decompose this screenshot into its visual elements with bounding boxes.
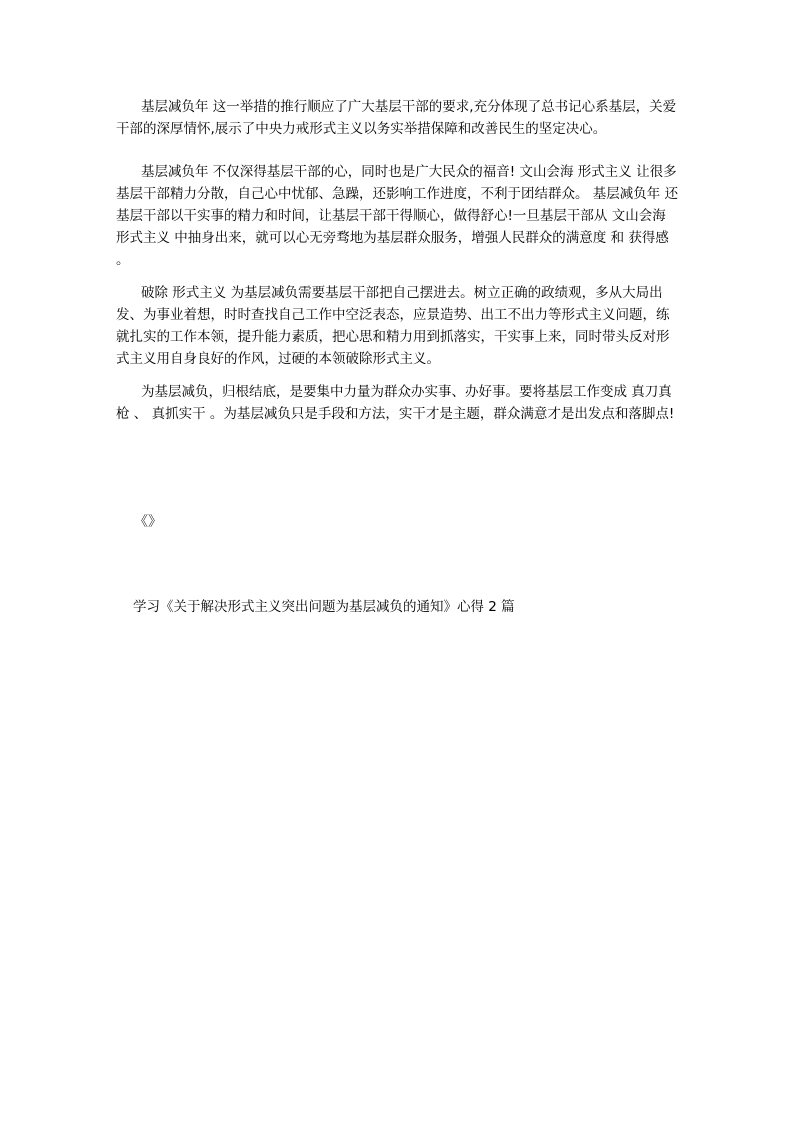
paragraph-1: 基层减负年 这一举措的推行顺应了广大基层干部的要求,充分体现了总书记心系基层，关爱干部的深厚情怀,展示了中央力戒形式主义以务实举措保障和改善民生的坚定决心。 <box>116 99 677 137</box>
empty-title-marks: 《》 <box>134 514 162 530</box>
paragraph-3: 破除 形式主义 为基层减负需要基层干部把自己摆进去。树立正确的政绩观，多从大局出发、为事业着想，时时查找自己工作中空泛表态，应景造势、出工不出力等形式主义问题，练就扎实的工作本领，提升能力素质，把心思和精力用到抓落实，干实事上来，同时带头反对形式主义用自身良好的作风，过硬的本领破除形式主义。 <box>116 285 670 367</box>
paragraph-2: 基层减负年 不仅深得基层干部的心，同时也是广大民众的福音! 文山会海 形式主义 让很多基层干部精力分散，自己心中忧郁、急躁，还影响工作进度，不利于团结群众。 基层减负年 还基层干部以干实事的精力和时间，让基层干部干得顺心，做得舒心!一旦基层干部从 文山会海 形式主义 中抽身出来，就可以心无旁骛地为基层群众服务，增强人民群众的满意度 和 获得感 。 <box>116 164 679 268</box>
paragraph-4: 为基层减负，归根结底，是要集中力量为群众办实事、办好事。要将基层工作变成 真刀真枪 、 真抓实干 。为基层减负只是手段和方法，实干才是主题，群众满意才是出发点和落脚点! <box>116 384 675 422</box>
footer-title: 学习《关于解决形式主义突出问题为基层减负的通知》心得 2 篇 <box>133 599 515 615</box>
